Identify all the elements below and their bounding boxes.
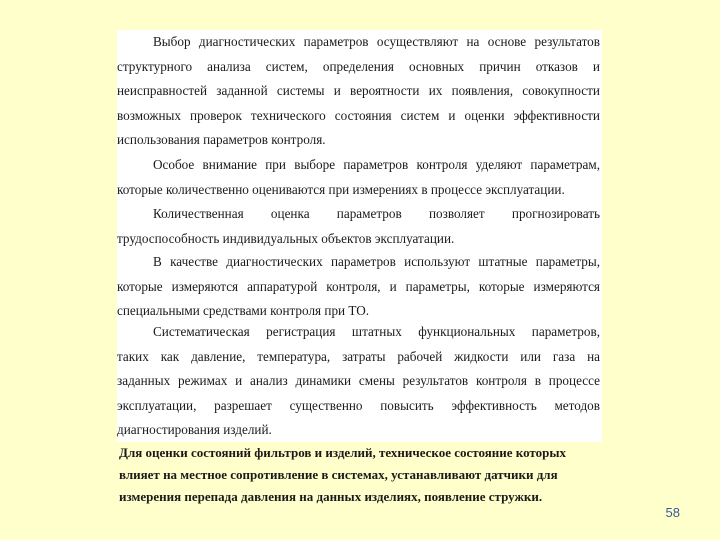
text-line: Для оценки состояний фильтров и изделий, техническое состояние которых bbox=[119, 445, 567, 460]
text-line: заданных режимах и анализ динамики смены результатов контроля в процессе bbox=[117, 373, 600, 388]
text-line: диагностирования изделий. bbox=[117, 422, 272, 437]
text-line: Систематическая регистрация штатных функциональных параметров, bbox=[153, 324, 600, 339]
text-line: использования параметров контроля. bbox=[117, 132, 326, 147]
text-line: специальными средствами контроля при ТО. bbox=[117, 303, 370, 318]
text-line: Количественная оценка параметров позволяет прогнозировать bbox=[153, 206, 600, 221]
text-line: структурного анализа систем, определения основных причин отказов и bbox=[117, 58, 600, 74]
paragraph-3 bbox=[117, 202, 600, 251]
text-line: В качестве диагностических параметров используют штатные параметры, bbox=[153, 254, 600, 269]
scanned-text-page bbox=[117, 30, 602, 442]
paragraph-4 bbox=[117, 250, 600, 324]
text-line: которые количественно оцениваются при измерениях в процессе эксплуатации. bbox=[117, 181, 565, 197]
text-line: Выбор диагностических параметров осуществляют на основе результатов bbox=[153, 34, 600, 49]
paragraph-2 bbox=[117, 153, 600, 202]
text-line: измерения перепада давления на данных изделиях, появление стружки. bbox=[119, 489, 543, 504]
text-line: Особое внимание при выборе параметров контроля уделяют параметрам, bbox=[153, 157, 600, 172]
paragraph-5 bbox=[117, 320, 600, 443]
page-number: 58 bbox=[665, 505, 680, 520]
sensor-note bbox=[119, 442, 589, 508]
paragraph-1 bbox=[117, 30, 600, 153]
text-line: трудоспособность индивидуальных объектов эксплуатации. bbox=[117, 230, 455, 246]
text-line: возможных проверок технического состояния систем и оценки эффективности bbox=[117, 107, 600, 123]
text-line: неисправностей заданной системы и вероятности их появления, совокупности bbox=[117, 83, 600, 98]
text-line: которые измеряются аппаратурой контроля, и параметры, которые измеряются bbox=[117, 278, 600, 294]
text-line: эксплуатации, разрешает существенно повысить эффективность методов bbox=[117, 397, 600, 413]
text-line: таких как давление, температура, затраты рабочей жидкости или газа на bbox=[117, 348, 600, 364]
text-line: влияет на местное сопротивление в системах, устанавливают датчики для bbox=[119, 467, 558, 482]
